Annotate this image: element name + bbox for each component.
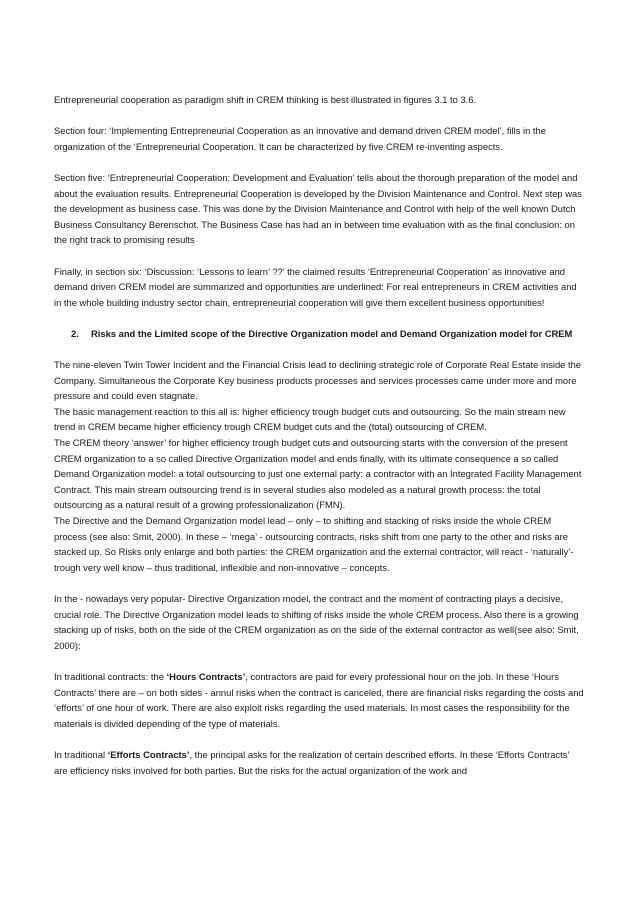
document-page <box>54 92 584 794</box>
efforts-contracts-term: ‘Efforts Contracts’ <box>107 748 190 760</box>
section-six-paragraph: Finally, in section six: ‘Discussion: ‘Lessons to learn’ ??’ the claimed results ‘Entrepreneurial Cooperation’ as innovative and demand driven CREM model are summarized and opportunities are underlined: For real entrepreneurs in CREM activities and in the whole building industry sector chain, entrepreneurial cooperation will give them excellent business opportunities! <box>54 265 577 308</box>
risk-shifting-paragraph: The Directive and the Demand Organization model lead – only – to shifting and stacking of risks inside the whole CREM process (see also: Smit, 2000). In these – ‘mega’ - outsourcing contracts, risks shift from one party to the other and risks are stacked up. So Risks only enlarge and both parties: the CREM organization and the external contractor, will react - ‘naturally’- trough very well know – thus traditional, inflexible and non-innovative – concepts. <box>54 515 574 573</box>
management-reaction-paragraph: The basic management reaction to this all is: higher efficiency trough budget cuts and outsourcing. So the main stream new trend in CREM became higher efficiency trough CREM budget cuts and the (total) outsourcing of CREM. <box>54 405 566 433</box>
hours-contracts-body: , contractors are paid for every professional hour on the job. In these ‘Hours Contracts’ there are – on both sides - annul risks when the contract is canceled, there are financial risks regarding the costs and ‘efforts’ of one hour of work. There are also exploit risks regarding the used materials. In most cases the responsibility for the materials is divided depending of the type of materials. <box>54 670 584 729</box>
efforts-contracts-intro: In traditional <box>54 748 108 760</box>
twin-tower-paragraph: The nine-eleven Twin Tower Incident and the Financial Crisis lead to declining strategic role of Corporate Real Estate inside the Company. Simultaneous the Corporate Key business products processes and services processes came under more and more pressure and could even stagnate. <box>54 359 582 402</box>
efforts-contracts-body: , the principal asks for the realization of certain described efforts. In these ‘Efforts Contracts’ are efficiency risks involved for both parties. But the risks for the actual organization of the work and <box>54 748 570 776</box>
section-heading-text: Risks and the Limited scope of the Directive Organization model and Demand Organization model for CREM <box>91 327 573 339</box>
crem-theory-paragraph: The CREM theory ‘answer’ for higher efficiency trough budget cuts and outsourcing starts with the conversion of the present CREM organization to a so called Directive Organization model and ends finally, with its ultimate consequence a so called Demand Organization model: a total outsourcing to just one external party: a contractor with an Integrated Facility Management Contract. This main stream outsourcing trend is in several studies also modeled as a natural growth process: the total outsourcing as a natural result of a growing professionalization (FMN). <box>54 437 582 511</box>
section-four-paragraph: Section four: ‘Implementing Entrepreneurial Cooperation as an innovative and demand driven CREM model’, fills in the organization of the ‘Entrepreneurial Cooperation. It can be characterized by five CREM re-inventing aspects. <box>54 125 546 152</box>
intro-paragraph: Entrepreneurial cooperation as paradigm shift in CREM thinking is best illustrated in figures 3.1 to 3.6. <box>54 94 477 105</box>
hours-contracts-paragraph <box>54 669 584 731</box>
section-heading-number: 2. <box>71 327 79 339</box>
section-heading <box>54 326 584 342</box>
directive-model-paragraph: In the - nowadays very popular- Directive Organization model, the contract and the moment of contracting plays a decisive, crucial role. The Directive Organization model leads to shifting of risks inside the whole CREM process. Also there is a growing stacking up of risks, both on the side of the CREM organization as on the side of the external contractor as well(see also: Smit, 2000): <box>54 593 579 651</box>
hours-contracts-intro: In traditional contracts: the <box>54 670 167 682</box>
efforts-contracts-paragraph <box>54 747 584 778</box>
section-five-paragraph: Section five: ‘Entrepreneurial Cooperation: Development and Evaluation’ tells about the thorough preparation of the model and about the evaluation results. Entrepreneurial Cooperation is developed by the Division Maintenance and Control. Next step was the development as business case. This was done by the Division Maintenance and Control with help of the well known Dutch Business Consultancy Berenschot. The Business Case has had an in between time evaluation with as the final conclusion: on the right track to promising results <box>54 171 582 246</box>
hours-contracts-term: ‘Hours Contracts’ <box>166 670 246 682</box>
